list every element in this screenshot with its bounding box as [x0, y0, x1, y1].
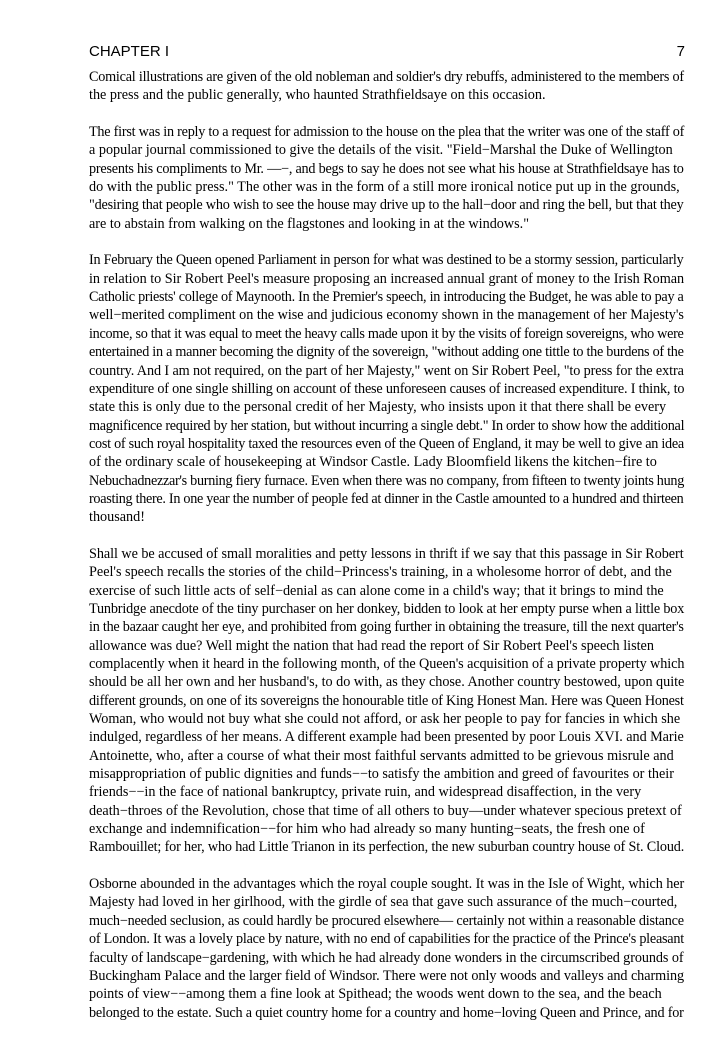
text-line: points of view−−among them a fine look at Spithead; the woods went down to the sea, and the beach — [89, 986, 662, 1003]
text-line: income, so that it was equal to meet the heavy calls made upon it by the visits of foreign sovereigns, who were — [89, 325, 684, 342]
text-line: well−merited compliment on the wise and judicious economy shown in the management of her Majesty's — [89, 307, 684, 324]
text-line: presents his compliments to Mr. —−, and begs to say he does not see what his house at Strathfieldsaye has to — [89, 160, 684, 177]
text-line: expenditure of one single shilling on account of these unforeseen causes of increased expenditure. I think, to — [89, 380, 685, 397]
text-line: Catholic priests' college of Maynooth. In the Premier's speech, in introducing the Budget, he was able to pay a — [89, 289, 684, 306]
text-line: of the ordinary scale of housekeeping at Windsor Castle. Lady Bloomfield likens the kitchen−fire to — [89, 454, 657, 471]
text-line: belonged to the estate. Such a quiet country home for a country and home−loving Queen and Prince, and for — [89, 1004, 684, 1021]
text-line: allowance was due? Well might the nation that had read the report of Sir Robert Peel's speech listen — [89, 637, 654, 654]
text-line: Osborne abounded in the advantages which the royal couple sought. It was in the Isle of Wight, which her — [89, 876, 685, 893]
text-line: Nebuchadnezzar's burning fiery furnace. Even when there was no company, from fifteen to twenty joints hung — [89, 472, 685, 489]
text-line: "desiring that people who wish to see the house may drive up to the hall−door and ring the bell, but that they — [89, 197, 684, 214]
text-line: of London. It was a lovely place by nature, with no end of capabilities for the practice of the Prince's pleasant — [89, 931, 684, 948]
text-line: Woman, who would not buy what she could not afford, or ask her people to pay for fancies in which she — [89, 711, 681, 728]
text-line: roasting there. In one year the number of people fed at dinner in the Castle amounted to a hundred and thirteen — [89, 490, 684, 507]
text-line: a popular journal commissioned to give the details of the visit. "Field−Marshal the Duke of Wellington — [89, 142, 673, 159]
text-line: exercise of such little acts of self−denial as can alone come in a child's way; that it brings to mind the — [89, 582, 664, 599]
text-line: country. And I am not required, on the part of her Majesty," went on Sir Robert Peel, "to press for the extra — [89, 362, 684, 379]
text-line: indulged, regardless of her means. A different example had been presented by poor Louis XVI. and Marie — [89, 729, 684, 746]
text-line: much−needed seclusion, as could hardly be procured elsewhere— certainly not within a reasonable distance — [89, 912, 684, 929]
paragraph — [89, 123, 685, 233]
body-text — [89, 68, 685, 1040]
text-line: In February the Queen opened Parliament in person for what was destined to be a stormy session, particularly — [89, 252, 684, 269]
text-line: death−throes of the Revolution, chose that time of all others to buy—under whatever specious pretext of — [89, 802, 682, 819]
page-number: 7 — [676, 43, 685, 60]
text-line: Shall we be accused of small moralities and petty lessons in thrift if we say that this passage in Sir Robert — [89, 545, 684, 562]
text-line: The first was in reply to a request for admission to the house on the plea that the writer was one of the staff of — [89, 124, 685, 141]
text-line: Tunbridge anecdote of the tiny purchaser on her donkey, bidden to look at her empty purse when a little box — [89, 600, 685, 617]
chapter-heading: CHAPTER I — [89, 43, 170, 60]
text-line: different grounds, on one of its sovereigns the honourable title of King Honest Man. Here was Queen Honest — [89, 692, 684, 709]
text-line: in relation to Sir Robert Peel's measure proposing an increased annual grant of money to the Irish Roman — [89, 270, 685, 287]
text-line: misappropriation of public dignities and funds−−to satisfy the ambition and greed of favourites or their — [89, 766, 674, 783]
paragraph — [89, 68, 685, 105]
text-line: Buckingham Palace and the larger field of Windsor. There were not only woods and valleys and charming — [89, 967, 685, 984]
text-line: Antoinette, who, after a course of what their most faithful servants admitted to be grievous misrule and — [89, 747, 674, 764]
text-line: Majesty had loved in her girlhood, with the girdle of sea that gave such assurance of the much−courted, — [89, 894, 678, 911]
text-line: thousand! — [89, 509, 145, 526]
paragraph — [89, 875, 685, 1022]
text-line: Rambouillet; for her, who had Little Trianon in its perfection, the new suburban country house of St. Cloud. — [89, 839, 685, 856]
running-header — [89, 41, 685, 63]
text-line: Comical illustrations are given of the old nobleman and soldier's dry rebuffs, administered to the members of — [89, 69, 684, 85]
text-line: magnificence required by her station, but without incurring a single debt." In order to show how the additional — [89, 417, 685, 434]
text-line: complacently when it heard in the following month, of the Queen's acquisition of a private property which — [89, 656, 685, 672]
text-line: exchange and indemnification−−for him who had already so many hunting−seats, the fresh one of — [89, 821, 645, 838]
text-line: in the bazaar caught her eye, and prohibited from going further in obtaining the treasure, till the next quarter's — [89, 619, 684, 636]
paragraph — [89, 545, 685, 857]
text-line: faculty of landscape−gardening, with which he had already done wonders in the circumscribed grounds of — [89, 949, 684, 966]
text-line: do with the public press." The other was in the form of a still more ironical notice put up in the grounds, — [89, 179, 680, 196]
text-line: should be all her own and her husband's, to do with, as they chose. Another country bestowed, upon quite — [89, 674, 685, 691]
text-line: cost of such royal hospitality taxed the resources even of the Queen of England, it may be well to give an idea — [89, 435, 684, 452]
paragraph — [89, 251, 685, 526]
text-line: the press and the public generally, who haunted Strathfieldsaye on this occasion. — [89, 87, 546, 104]
text-line: entertained in a manner becoming the dignity of the sovereign, "without adding one tittle to the burdens of the — [89, 344, 684, 361]
text-line: friends−−in the face of national bankruptcy, private ruin, and widespread disaffection, in the very — [89, 784, 642, 801]
text-line: Peel's speech recalls the stories of the child−Princess's training, in a wholesome horror of debt, and the — [89, 564, 672, 581]
text-line: state this is only due to the personal credit of her Majesty, who insists upon it that there shall be every — [89, 399, 667, 416]
text-line: are to abstain from walking on the flagstones and looking in at the windows." — [89, 215, 529, 232]
